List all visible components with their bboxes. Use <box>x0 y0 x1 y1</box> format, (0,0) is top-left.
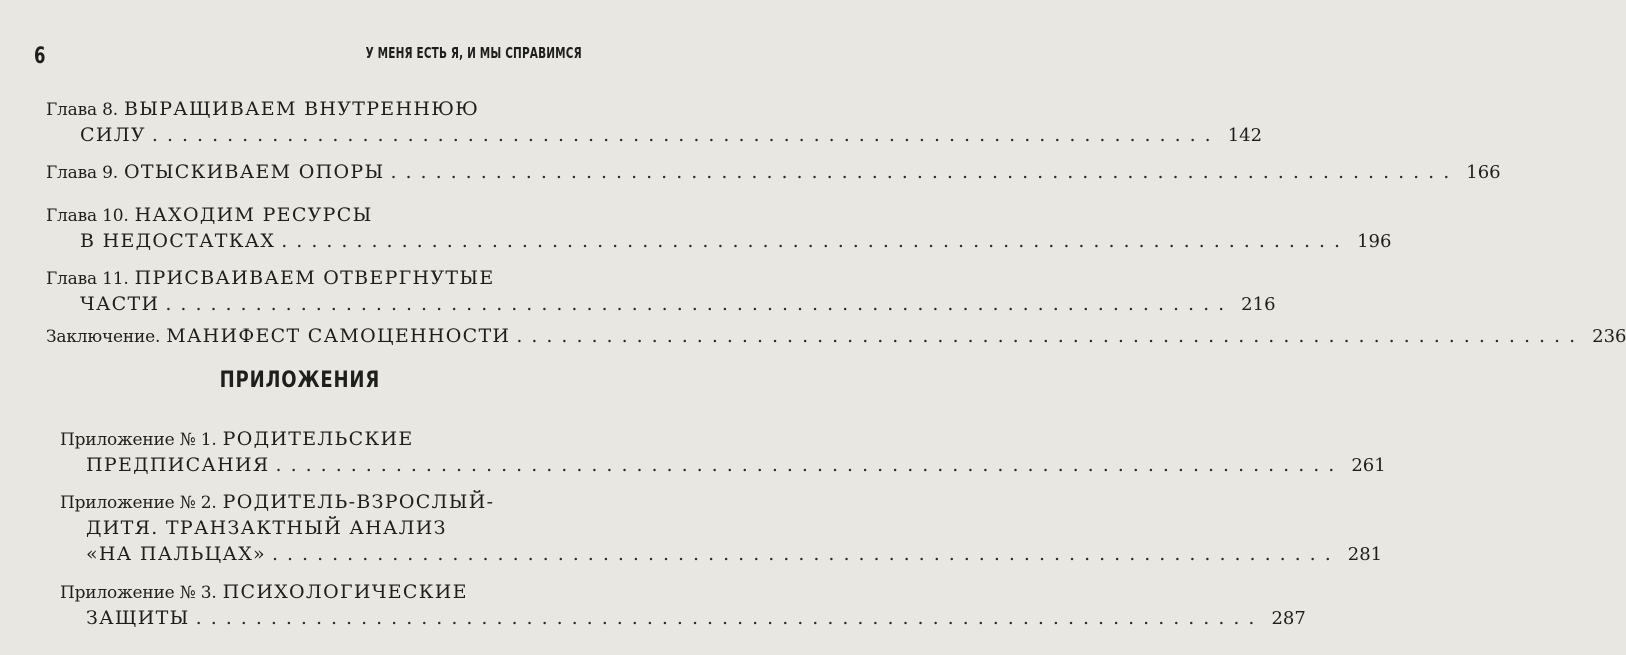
entry-page-number: 261 <box>1351 455 1386 476</box>
entry-prefix: Глава 8. <box>46 100 118 120</box>
entry-prefix: Глава 11. <box>46 269 129 289</box>
entry-title-continued: В НЕДОСТАТКАХ <box>80 230 276 252</box>
entry-title: НАХОДИМ РЕСУРСЫ <box>134 204 373 226</box>
entry-title: ПСИХОЛОГИЧЕСКИЕ <box>222 581 468 603</box>
entry-page-number: 236 <box>1592 326 1626 347</box>
entry-title: РОДИТЕЛЬСКИЕ <box>222 428 414 450</box>
entry-prefix: Приложение № 1. <box>60 430 217 450</box>
running-head: У МЕНЯ ЕСТЬ Я, И МЫ СПРАВИМСЯ <box>365 44 582 62</box>
dot-leader: ....................................................................... <box>195 607 1264 629</box>
entry-title-continued: ЗАЩИТЫ <box>86 607 190 629</box>
dot-leader: ....................................................................... <box>281 230 1350 252</box>
entry-title-continued: ЧАСТИ <box>80 293 160 315</box>
entry-page-number: 287 <box>1271 608 1306 629</box>
entry-title: ВЫРАЩИВАЕМ ВНУТРЕННЮЮ <box>123 98 480 120</box>
dot-leader: ....................................................................... <box>165 293 1234 315</box>
entry-prefix: Глава 10. <box>46 206 129 226</box>
entry-title-continued: СИЛУ <box>80 124 146 146</box>
dot-leader: ....................................................................... <box>271 543 1340 565</box>
entry-page-number: 216 <box>1241 294 1276 315</box>
entry-prefix: Приложение № 3. <box>60 583 217 603</box>
entry-page-number: 281 <box>1347 544 1383 565</box>
dot-leader: ....................................................................... <box>390 161 1459 183</box>
entry-title: МАНИФЕСТ САМОЦЕННОСТИ <box>166 325 511 347</box>
entry-prefix: Глава 9. <box>46 163 118 183</box>
entry-prefix: Приложение № 2. <box>60 493 217 513</box>
entry-title-continued: «НА ПАЛЬЦАХ» <box>86 543 266 565</box>
entry-title: РОДИТЕЛЬ-ВЗРОСЛЫЙ- <box>222 491 495 513</box>
entry-page-number: 166 <box>1466 162 1501 183</box>
entry-title: ПРИСВАИВАЕМ ОТВЕРГНУТЫЕ <box>134 267 495 289</box>
dot-leader: ....................................................................... <box>275 454 1344 476</box>
entry-page-number: 196 <box>1357 231 1392 252</box>
dot-leader: ....................................................................... <box>151 124 1220 146</box>
dot-leader: ....................................................................... <box>516 325 1585 347</box>
entry-prefix: Заключение. <box>46 327 161 347</box>
entry-title: ОТЫСКИВАЕМ ОПОРЫ <box>123 161 385 183</box>
entry-title-continued: ПРЕДПИСАНИЯ <box>86 454 270 476</box>
entry-page-number: 142 <box>1227 125 1263 146</box>
entry-title-continued: ДИТЯ. ТРАНЗАКТНЫЙ АНАЛИЗ <box>86 517 447 539</box>
appendices-heading: ПРИЛОЖЕНИЯ <box>219 368 381 393</box>
page-number: 6 <box>34 44 46 69</box>
